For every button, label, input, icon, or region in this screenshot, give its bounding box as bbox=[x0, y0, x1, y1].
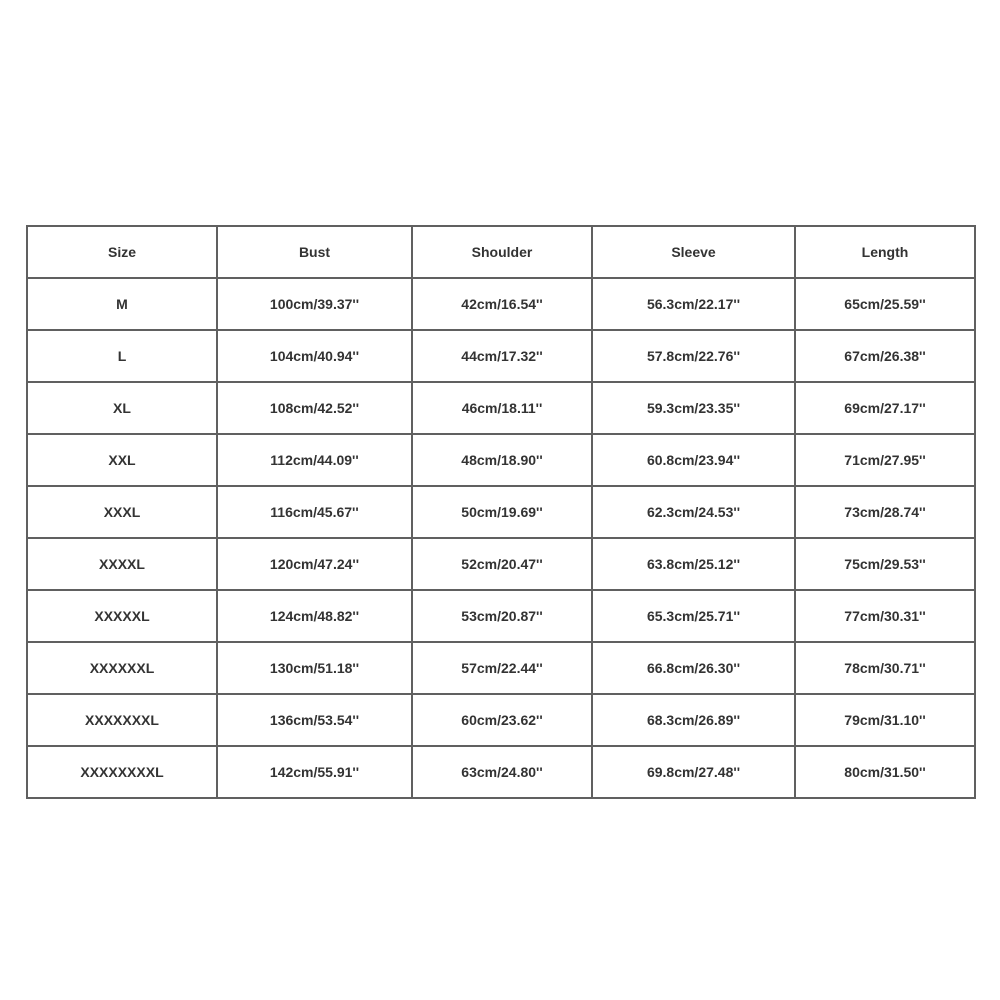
shoulder-cell: 52cm/20.47'' bbox=[412, 538, 592, 590]
shoulder-cell: 60cm/23.62'' bbox=[412, 694, 592, 746]
bust-cell: 116cm/45.67'' bbox=[217, 486, 412, 538]
length-cell: 69cm/27.17'' bbox=[795, 382, 975, 434]
table-row bbox=[27, 590, 975, 642]
shoulder-cell: 63cm/24.80'' bbox=[412, 746, 592, 798]
header-bust: Bust bbox=[217, 226, 412, 278]
size-cell: XXXXXL bbox=[27, 590, 217, 642]
bust-cell: 124cm/48.82'' bbox=[217, 590, 412, 642]
table-row bbox=[27, 434, 975, 486]
bust-cell: 108cm/42.52'' bbox=[217, 382, 412, 434]
sleeve-cell: 56.3cm/22.17'' bbox=[592, 278, 795, 330]
sleeve-cell: 60.8cm/23.94'' bbox=[592, 434, 795, 486]
size-cell: XXXL bbox=[27, 486, 217, 538]
shoulder-cell: 42cm/16.54'' bbox=[412, 278, 592, 330]
length-cell: 80cm/31.50'' bbox=[795, 746, 975, 798]
size-cell: XXL bbox=[27, 434, 217, 486]
header-sleeve: Sleeve bbox=[592, 226, 795, 278]
shoulder-cell: 44cm/17.32'' bbox=[412, 330, 592, 382]
bust-cell: 130cm/51.18'' bbox=[217, 642, 412, 694]
length-cell: 67cm/26.38'' bbox=[795, 330, 975, 382]
shoulder-cell: 57cm/22.44'' bbox=[412, 642, 592, 694]
size-cell: M bbox=[27, 278, 217, 330]
table-row bbox=[27, 382, 975, 434]
sleeve-cell: 65.3cm/25.71'' bbox=[592, 590, 795, 642]
length-cell: 73cm/28.74'' bbox=[795, 486, 975, 538]
header-length: Length bbox=[795, 226, 975, 278]
length-cell: 65cm/25.59'' bbox=[795, 278, 975, 330]
table-row bbox=[27, 278, 975, 330]
bust-cell: 104cm/40.94'' bbox=[217, 330, 412, 382]
size-chart-table bbox=[26, 225, 976, 799]
shoulder-cell: 50cm/19.69'' bbox=[412, 486, 592, 538]
length-cell: 79cm/31.10'' bbox=[795, 694, 975, 746]
length-cell: 71cm/27.95'' bbox=[795, 434, 975, 486]
size-cell: XXXXL bbox=[27, 538, 217, 590]
bust-cell: 142cm/55.91'' bbox=[217, 746, 412, 798]
table-row bbox=[27, 538, 975, 590]
table-row bbox=[27, 746, 975, 798]
length-cell: 75cm/29.53'' bbox=[795, 538, 975, 590]
shoulder-cell: 48cm/18.90'' bbox=[412, 434, 592, 486]
size-cell: L bbox=[27, 330, 217, 382]
size-cell: XXXXXXXXL bbox=[27, 746, 217, 798]
bust-cell: 112cm/44.09'' bbox=[217, 434, 412, 486]
length-cell: 78cm/30.71'' bbox=[795, 642, 975, 694]
header-size: Size bbox=[27, 226, 217, 278]
sleeve-cell: 66.8cm/26.30'' bbox=[592, 642, 795, 694]
table-row bbox=[27, 330, 975, 382]
size-cell: XXXXXXL bbox=[27, 642, 217, 694]
table-header-row bbox=[27, 226, 975, 278]
length-cell: 77cm/30.31'' bbox=[795, 590, 975, 642]
bust-cell: 120cm/47.24'' bbox=[217, 538, 412, 590]
sleeve-cell: 68.3cm/26.89'' bbox=[592, 694, 795, 746]
size-cell: XXXXXXXL bbox=[27, 694, 217, 746]
sleeve-cell: 57.8cm/22.76'' bbox=[592, 330, 795, 382]
table-row bbox=[27, 642, 975, 694]
table-row bbox=[27, 486, 975, 538]
sleeve-cell: 69.8cm/27.48'' bbox=[592, 746, 795, 798]
sleeve-cell: 63.8cm/25.12'' bbox=[592, 538, 795, 590]
bust-cell: 136cm/53.54'' bbox=[217, 694, 412, 746]
sleeve-cell: 59.3cm/23.35'' bbox=[592, 382, 795, 434]
size-cell: XL bbox=[27, 382, 217, 434]
header-shoulder: Shoulder bbox=[412, 226, 592, 278]
shoulder-cell: 53cm/20.87'' bbox=[412, 590, 592, 642]
shoulder-cell: 46cm/18.11'' bbox=[412, 382, 592, 434]
sleeve-cell: 62.3cm/24.53'' bbox=[592, 486, 795, 538]
table-row bbox=[27, 694, 975, 746]
bust-cell: 100cm/39.37'' bbox=[217, 278, 412, 330]
